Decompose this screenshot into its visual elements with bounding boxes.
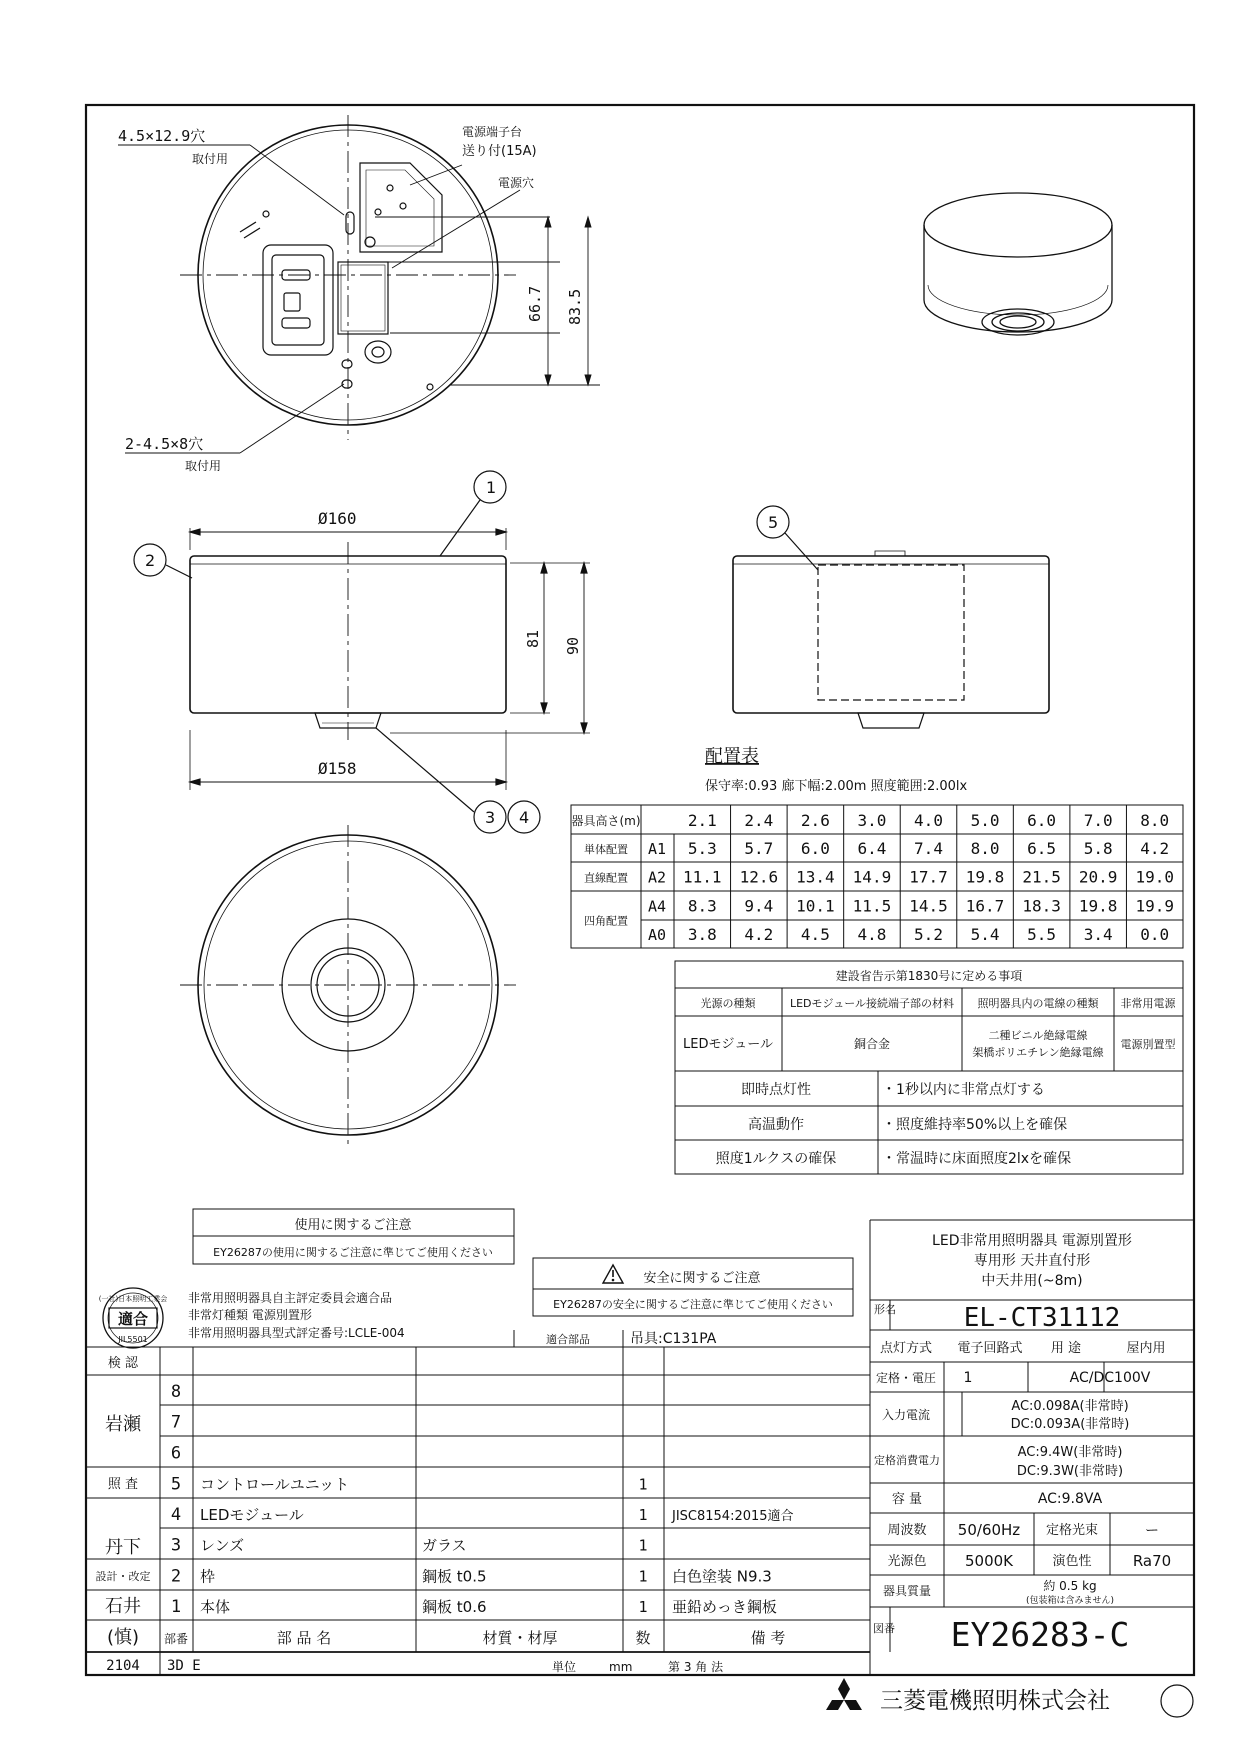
- model-label: 形名: [874, 1303, 896, 1316]
- placement-cell: 16.7: [965, 896, 1005, 916]
- placement-cell: 19.8: [965, 867, 1005, 887]
- drawing-number: EY26283-C: [950, 1615, 1130, 1654]
- placement-cell: 19.0: [1135, 867, 1174, 887]
- dim-90: 90: [564, 636, 582, 655]
- power-ac: AC:9.4W(非常時): [1017, 1445, 1123, 1460]
- placement-cell: 5.2: [914, 925, 943, 944]
- placement-cell: 5.8: [1083, 839, 1113, 858]
- placement-cell: 4.2: [744, 925, 774, 944]
- placement-cell: 4.8: [857, 925, 887, 944]
- reg-r1v: ・1秒以内に非常点灯する: [882, 1082, 1045, 1098]
- reg-v3b: 架橋ポリエチレン絶縁電線: [972, 1046, 1104, 1059]
- footer-code2: 3D E: [167, 1658, 201, 1674]
- part-no: 2: [170, 1566, 182, 1587]
- placement-cell: 8.3: [687, 896, 717, 916]
- part-name: コントロールユニット: [200, 1475, 350, 1494]
- power-hole-label: 電源穴: [498, 176, 535, 190]
- part-material: 鋼板 t0.6: [422, 1598, 487, 1616]
- usage-title: 使用に関するご注意: [294, 1218, 412, 1233]
- holes-use: 取付用: [185, 459, 222, 473]
- dia-158: Ø158: [318, 759, 357, 778]
- placement-cell: 6.4: [857, 839, 887, 858]
- placement-cell: 7.4: [914, 839, 943, 858]
- placement-height-8: 8.0: [1140, 811, 1170, 830]
- parts-h-mat: 材質・材厚: [482, 1629, 558, 1647]
- placement-cell: 21.5: [1022, 867, 1061, 887]
- placement-cell: 13.4: [796, 867, 835, 887]
- footer-code1: 2104: [106, 1658, 140, 1674]
- part-no: 1: [170, 1597, 182, 1617]
- placement-cell: 20.9: [1078, 867, 1118, 887]
- placement-cell: 11.5: [852, 896, 892, 916]
- slot-hole-use: 取付用: [192, 152, 229, 166]
- reg-r3v: ・常温時に床面照度2lxを確保: [882, 1151, 1072, 1167]
- part-name: 本体: [200, 1598, 231, 1616]
- spec-desc2: 専用形 天井直付形: [973, 1253, 1091, 1269]
- placement-cell: 6.5: [1027, 839, 1057, 858]
- reg-r3k: 照度1ルクスの確保: [715, 1151, 837, 1167]
- callout-2: 2: [145, 551, 156, 570]
- mass-note: (包装箱は含みません): [1025, 1596, 1115, 1606]
- placement-cell: 9.4: [744, 896, 774, 916]
- placement-code-1: A2: [647, 868, 667, 887]
- placement-cell: 14.9: [852, 867, 892, 887]
- parts-h-no: 部番: [163, 1632, 189, 1646]
- color-value: 5000K: [964, 1552, 1014, 1570]
- footer-mm: mm: [609, 1660, 633, 1674]
- reg-h2: LEDモジュール接続端子部の材料: [789, 997, 955, 1010]
- placement-height-7: 7.0: [1083, 811, 1113, 830]
- reg-r2k: 高温動作: [748, 1117, 804, 1133]
- placement-code-2: A4: [647, 897, 667, 916]
- company-logo: [826, 1678, 862, 1710]
- voltage-phase: 1: [963, 1370, 973, 1386]
- model-number: EL-CT31112: [963, 1303, 1121, 1333]
- cri-value: Ra70: [1132, 1552, 1172, 1570]
- capacity-label: 容 量: [891, 1492, 923, 1507]
- dim-83-5: 83.5: [566, 288, 584, 325]
- power-dc: DC:9.3W(非常時): [1016, 1464, 1124, 1479]
- part-no: 4: [170, 1505, 182, 1525]
- part-qty: 1: [638, 1598, 648, 1616]
- parts-h-name: 部 品 名: [276, 1629, 332, 1647]
- terminal-label: 電源端子台: [462, 125, 523, 139]
- footer-angle: 第 3 角 法: [668, 1660, 724, 1674]
- reg-v1: LEDモジュール: [683, 1037, 773, 1052]
- placement-height-2: 2.6: [800, 811, 830, 830]
- spec-desc3: 中天井用(~8m): [981, 1273, 1083, 1289]
- approval-line2: 非常灯種類 電源別置形: [188, 1308, 312, 1322]
- slot-hole-label: 4.5×12.9穴: [118, 127, 206, 145]
- check-label: 照 査: [107, 1477, 139, 1492]
- flux-label: 定格光束: [1045, 1523, 1099, 1538]
- color-label: 光源色: [887, 1554, 927, 1569]
- placement-cell: 8.0: [970, 839, 1000, 858]
- checker-name: 丹下: [105, 1537, 141, 1558]
- cri-label: 演色性: [1052, 1554, 1092, 1569]
- placement-cell: 0.0: [1140, 925, 1170, 944]
- terminal-feed: 送り付(15A): [462, 144, 537, 159]
- reg-r2v: ・照度維持率50%以上を確保: [882, 1117, 1068, 1133]
- part-no: 3: [170, 1535, 182, 1556]
- compat-value: 吊具:C131PA: [630, 1331, 717, 1347]
- approval-line3: 非常用照明器具型式評定番号:LCLE-004: [188, 1326, 405, 1340]
- callout-3: 3: [485, 808, 496, 827]
- placement-cell: 14.5: [909, 896, 948, 916]
- design-label: 設計・改定: [95, 1570, 151, 1583]
- placement-cell: 5.4: [970, 925, 1000, 944]
- placement-group-2: 四角配置: [584, 914, 628, 928]
- placement-height-4: 4.0: [914, 811, 943, 830]
- placement-cell: 5.3: [687, 839, 717, 858]
- placement-cell: 3.8: [687, 925, 717, 944]
- use-label: 用 途: [1050, 1341, 1082, 1356]
- part-no: 7: [170, 1412, 182, 1433]
- placement-cell: 4.5: [800, 925, 830, 944]
- part-qty: 1: [638, 1567, 648, 1586]
- part-qty: 1: [638, 1475, 648, 1494]
- designer-name: 石井: [105, 1596, 141, 1617]
- callout-4: 4: [519, 808, 530, 827]
- reg-r1k: 即時点灯性: [741, 1082, 811, 1098]
- placement-conditions: 保守率:0.93 廊下幅:2.00m 照度範囲:2.00lx: [705, 779, 968, 794]
- part-no: 6: [170, 1443, 182, 1464]
- parts-h-qty: 数: [635, 1629, 651, 1647]
- lighting-label: 点灯方式: [879, 1341, 933, 1356]
- seal-main: 適合: [117, 1310, 149, 1328]
- sheet-frame: [86, 105, 1194, 1675]
- mass-value: 約 0.5 kg: [1043, 1579, 1097, 1593]
- dim-66-7: 66.7: [526, 285, 544, 322]
- placement-cell: 11.1: [683, 867, 722, 887]
- power-label: 定格消費電力: [874, 1454, 940, 1467]
- placement-cell: 5.7: [744, 839, 774, 858]
- placement-cell: 3.4: [1083, 925, 1113, 944]
- side-view: [134, 471, 590, 833]
- placement-cell: 4.2: [1140, 839, 1170, 858]
- part-name: レンズ: [200, 1536, 245, 1555]
- compat-label: 適合部品: [546, 1333, 590, 1346]
- reg-v2: 銅合金: [853, 1037, 891, 1051]
- part-material: ガラス: [422, 1536, 467, 1555]
- part-note: 亜鉛めっき鋼板: [672, 1598, 777, 1616]
- voltage-value: AC/DC100V: [1069, 1370, 1151, 1386]
- approver-name: 岩瀬: [105, 1414, 141, 1435]
- part-note: JISC8154:2015適合: [672, 1509, 794, 1524]
- parts-h-note: 備 考: [750, 1629, 786, 1647]
- placement-height-6: 6.0: [1027, 811, 1057, 830]
- placement-cell: 10.1: [796, 896, 835, 916]
- part-name: LEDモジュール: [200, 1506, 304, 1524]
- callout-1: 1: [486, 478, 497, 497]
- part-qty: 1: [638, 1536, 648, 1555]
- rohs-circle: [1161, 1685, 1193, 1717]
- freq-value: 50/60Hz: [957, 1521, 1021, 1539]
- placement-code-0: A1: [647, 840, 667, 858]
- reg-h4: 非常用電源: [1120, 997, 1176, 1010]
- holes-label: 2-4.5×8穴: [125, 435, 204, 453]
- current-label: 入力電流: [881, 1408, 931, 1422]
- seal-top: (一社)日本照明工業会: [98, 1295, 168, 1303]
- capacity-value: AC:9.8VA: [1037, 1491, 1103, 1507]
- placement-group-0: 単体配置: [584, 843, 628, 856]
- freq-label: 周波数: [887, 1523, 927, 1538]
- dia-160: Ø160: [318, 509, 357, 528]
- safety-text: EY26287の安全に関するご注意に準じてご使用ください: [553, 1298, 833, 1311]
- placement-cell: 18.3: [1022, 896, 1061, 916]
- footer-unit: 単位: [552, 1660, 577, 1674]
- company-name: 三菱電機照明株式会社: [880, 1688, 1110, 1714]
- placement-header: 器具高さ(m): [571, 814, 641, 828]
- callout-5: 5: [768, 513, 779, 532]
- perspective-view: [924, 193, 1112, 335]
- bottom-view: [180, 825, 516, 1145]
- flux-value: ー: [1145, 1523, 1159, 1539]
- current-dc: DC:0.093A(非常時): [1010, 1417, 1130, 1432]
- part-note: 白色塗装 N9.3: [672, 1567, 772, 1586]
- placement-cell: 6.0: [800, 839, 830, 858]
- spec-desc1: LED非常用照明器具 電源別置形: [932, 1233, 1132, 1249]
- part-qty: 1: [638, 1506, 648, 1524]
- inspect-label: 検 認: [107, 1356, 139, 1371]
- usage-text: EY26287の使用に関するご注意に準じてご使用ください: [213, 1246, 493, 1259]
- placement-height-3: 3.0: [857, 811, 887, 830]
- part-no: 8: [170, 1382, 182, 1402]
- placement-cell: 19.8: [1078, 896, 1118, 916]
- dim-81: 81: [524, 629, 542, 648]
- lighting-value: 電子回路式: [957, 1341, 1023, 1356]
- mass-label: 器具質量: [882, 1584, 932, 1598]
- part-no: 5: [170, 1474, 182, 1495]
- voltage-label: 定格・電圧: [875, 1371, 937, 1385]
- placement-code-3: A0: [647, 926, 667, 944]
- part-name: 枠: [200, 1567, 216, 1586]
- placement-group-1: 直線配置: [584, 871, 628, 885]
- placement-cell: 17.7: [909, 867, 948, 887]
- reg-v4: 電源別置型: [1120, 1038, 1176, 1051]
- placement-cell: 19.9: [1135, 896, 1174, 916]
- current-ac: AC:0.098A(非常時): [1011, 1399, 1129, 1414]
- use-value: 屋内用: [1126, 1341, 1166, 1356]
- safety-title: 安全に関するご注意: [643, 1271, 761, 1286]
- regulation-table-grid: [675, 961, 1183, 1174]
- placement-cell: 12.6: [739, 867, 779, 887]
- side-view-section: [733, 506, 1049, 728]
- reg-h1: 光源の種類: [700, 997, 756, 1010]
- placement-title: 配置表: [705, 746, 759, 767]
- seal-code: JIL5501: [118, 1335, 148, 1344]
- placement-height-0: 2.1: [687, 811, 717, 830]
- part-material: 鋼板 t0.5: [422, 1567, 487, 1586]
- approval-line1: 非常用照明器具自主評定委員会適合品: [188, 1291, 393, 1305]
- placement-height-5: 5.0: [970, 811, 1000, 830]
- designer-name-2: (慎): [106, 1627, 140, 1648]
- reg-h3: 照明器具内の電線の種類: [977, 997, 1099, 1010]
- placement-cell: 5.5: [1027, 925, 1057, 944]
- reg-title: 建設省告示第1830号に定める事項: [835, 969, 1023, 983]
- placement-height-1: 2.4: [744, 811, 774, 830]
- drawing-label: 図番: [873, 1622, 895, 1635]
- reg-v3a: 二種ビニル絶縁電線: [988, 1029, 1088, 1042]
- top-view: [180, 115, 516, 440]
